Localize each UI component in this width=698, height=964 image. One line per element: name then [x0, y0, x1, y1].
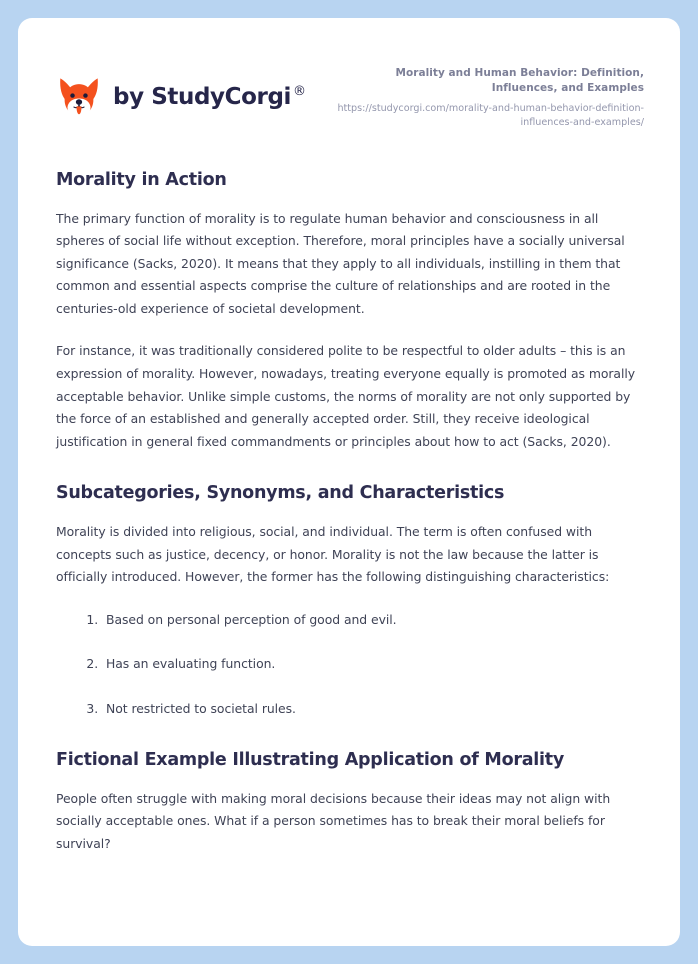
brand-logo-block	[56, 66, 306, 120]
brand-name	[113, 84, 306, 110]
paragraph-people-often-struggle: People often struggle with making moral decisions because their ideas may not align with socially acceptable ones. What if a person sometimes has to break their moral beliefs for survival?	[56, 790, 611, 851]
paragraph-for-instance: For instance, it was traditionally considered polite to be respectful to older adults – this is an expression of morality. However, nowadays, treating everyone equally is promoted as morally acceptable behavior. Unlike simple customs, the norms of morality are not only supported by the force of an established and generally accepted order. Still, they receive ideological justification in general fixed commandments or principles about how to act (Sacks, 2020).	[56, 343, 636, 449]
paragraph-morality-divided: Morality is divided into religious, social, and individual. The term is often confused with concepts such as justice, decency, or honor. Morality is not the law because the latter is officially introduced. However, the former has the following distinguishing characteristics:	[56, 524, 610, 585]
document-url-text: https://studycorgi.com/morality-and-human-behavior-definition-influences-and-examples/	[337, 102, 644, 128]
document-title	[330, 66, 644, 96]
heading-subcategories: Subcategories, Synonyms, and Characteristics	[56, 483, 505, 504]
document-body	[18, 170, 680, 856]
document-card	[18, 18, 680, 946]
registered-trademark-icon: ®	[293, 84, 306, 100]
heading-fictional-example: Fictional Example Illustrating Application of Morality	[56, 749, 565, 770]
list-item: 2. Has an evaluating function.	[102, 653, 642, 675]
paragraph-primary-function: The primary function of morality is to regulate human behavior and consciousness in all spheres of social life without exception. Therefore, moral principles have a socially universal significance (Sacks, 2020). It means that they apply to all individuals, instilling in them that common and essential aspects comprise the culture of relationships and are rooted in the centuries-old experience of societal development.	[56, 210, 625, 316]
characteristics-list	[56, 609, 642, 720]
document-meta	[306, 66, 644, 130]
document-url[interactable]	[330, 102, 644, 130]
brand-name-text: by StudyCorgi	[113, 84, 292, 110]
list-item: 1. Based on personal perception of good and evil.	[102, 609, 642, 631]
corgi-face-icon	[56, 74, 102, 120]
document-title-text: Morality and Human Behavior: Definition, Influences, and Examples	[395, 67, 644, 94]
document-header	[18, 18, 680, 130]
list-item: 3. Not restricted to societal rules.	[102, 698, 642, 720]
heading-morality-in-action: Morality in Action	[56, 169, 227, 190]
